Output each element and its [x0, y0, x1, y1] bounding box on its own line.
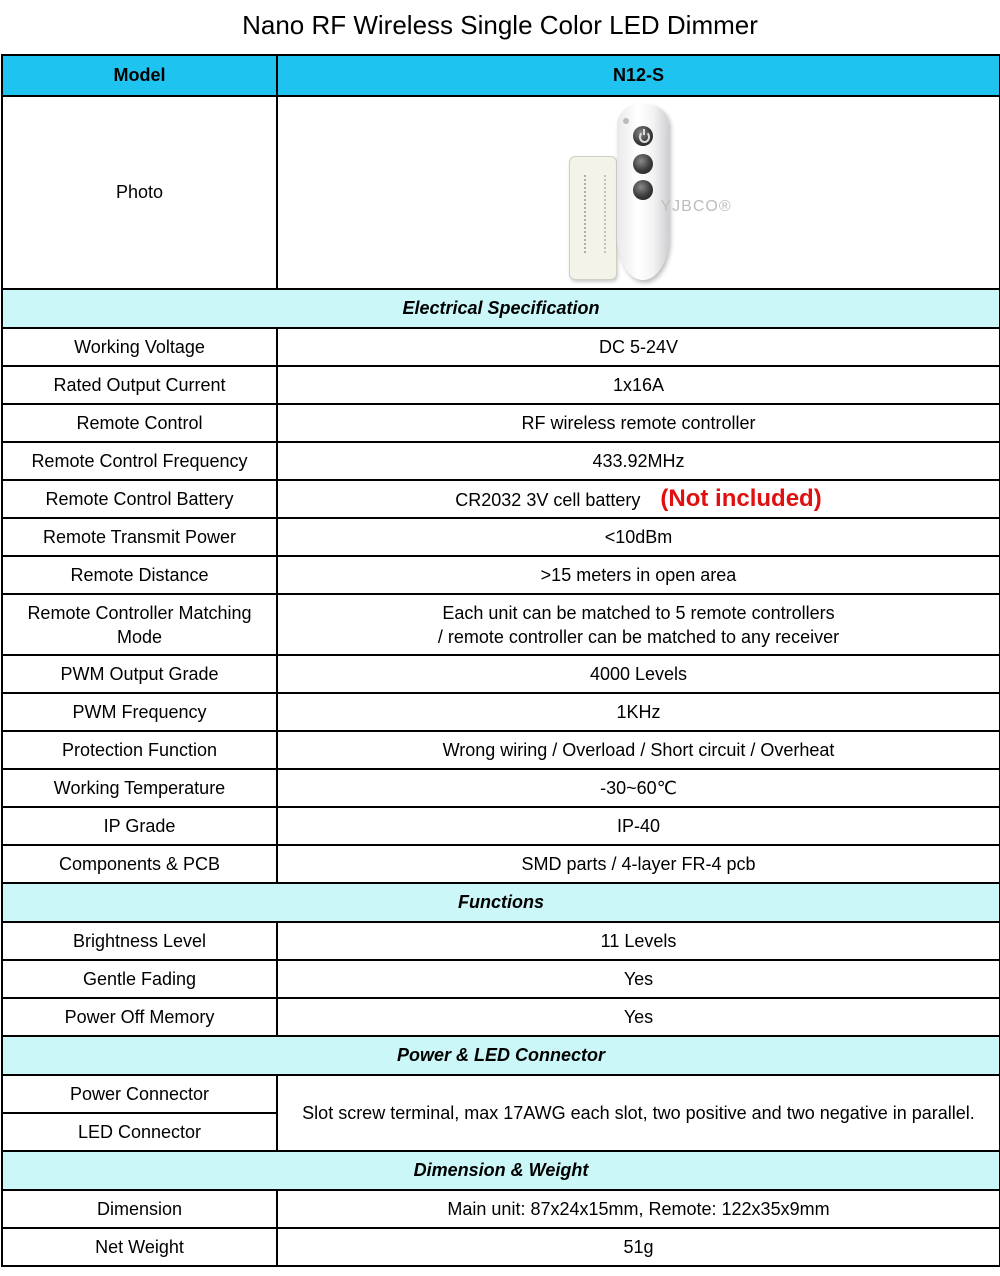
spec-label: Components & PCB	[2, 845, 277, 883]
table-row	[2, 960, 1000, 998]
section-power-led	[2, 1036, 1000, 1075]
spec-value: 51g	[277, 1228, 1000, 1266]
table-row	[2, 442, 1000, 480]
table-row	[2, 769, 1000, 807]
remote-controller-image	[617, 104, 669, 280]
spec-value: -30~60℃	[277, 769, 1000, 807]
table-row	[2, 1190, 1000, 1228]
photo-cell	[277, 96, 1000, 289]
table-row	[2, 693, 1000, 731]
spec-label: Remote Distance	[2, 556, 277, 594]
page-title: Nano RF Wireless Single Color LED Dimmer	[242, 10, 758, 40]
spec-label: Working Voltage	[2, 328, 277, 366]
table-row	[2, 328, 1000, 366]
table-row	[2, 807, 1000, 845]
watermark-text: YJBCO®	[660, 197, 732, 215]
spec-label: LED Connector	[2, 1113, 277, 1151]
matching-line-2: / remote controller can be matched to any receiver	[437, 626, 840, 647]
power-button-icon	[633, 126, 653, 146]
spec-value: Yes	[277, 998, 1000, 1036]
spec-label: Brightness Level	[2, 922, 277, 960]
table-row	[2, 998, 1000, 1036]
spec-label: IP Grade	[2, 807, 277, 845]
table-row	[2, 404, 1000, 442]
photo-row	[2, 96, 1000, 289]
spec-table	[1, 54, 1000, 1267]
section-functions	[2, 883, 1000, 922]
section-dimension	[2, 1151, 1000, 1190]
spec-value: <10dBm	[277, 518, 1000, 556]
spec-value: Yes	[277, 960, 1000, 998]
spec-label: Gentle Fading	[2, 960, 277, 998]
spec-label: Dimension	[2, 1190, 277, 1228]
spec-value: 11 Levels	[277, 922, 1000, 960]
header-row	[2, 55, 1000, 96]
spec-label: PWM Frequency	[2, 693, 277, 731]
spec-value: 1KHz	[277, 693, 1000, 731]
table-row	[2, 1228, 1000, 1266]
spec-value	[277, 594, 1000, 655]
matching-line-1: Each unit can be matched to 5 remote controllers	[442, 602, 835, 623]
brightness-down-button-icon	[633, 180, 653, 200]
spec-label: Power Connector	[2, 1075, 277, 1113]
spec-value	[277, 480, 1000, 518]
model-label: Model	[2, 55, 277, 96]
brightness-up-button-icon	[633, 154, 653, 174]
section-title: Electrical Specification	[2, 289, 1000, 328]
model-value: N12-S	[277, 55, 1000, 96]
section-title: Power & LED Connector	[2, 1036, 1000, 1075]
table-row	[2, 922, 1000, 960]
spec-label: Remote Transmit Power	[2, 518, 277, 556]
photo-label: Photo	[2, 96, 277, 289]
spec-value: Main unit: 87x24x15mm, Remote: 122x35x9mm	[277, 1190, 1000, 1228]
section-electrical	[2, 289, 1000, 328]
table-row	[2, 655, 1000, 693]
battery-value: CR2032 3V cell battery	[455, 490, 641, 510]
indicator-led-icon	[623, 118, 629, 124]
connector-value: Slot screw terminal, max 17AWG each slot, two positive and two negative in parallel.	[277, 1075, 1000, 1151]
spec-value: Wrong wiring / Overload / Short circuit / Overheat	[277, 731, 1000, 769]
spec-label: Remote Control	[2, 404, 277, 442]
not-included-note: (Not included)	[660, 485, 822, 512]
section-title: Functions	[2, 883, 1000, 922]
spec-label: Remote Control Frequency	[2, 442, 277, 480]
spec-value: 1x16A	[277, 366, 1000, 404]
table-row	[2, 556, 1000, 594]
table-row	[2, 731, 1000, 769]
spec-label: Net Weight	[2, 1228, 277, 1266]
spec-value: 4000 Levels	[277, 655, 1000, 693]
product-photo	[569, 100, 732, 286]
spec-value: >15 meters in open area	[277, 556, 1000, 594]
table-row	[2, 1075, 1000, 1113]
section-title: Dimension & Weight	[2, 1151, 1000, 1190]
table-row	[2, 845, 1000, 883]
spec-value: 433.92MHz	[277, 442, 1000, 480]
spec-label: Remote Control Battery	[2, 480, 277, 518]
spec-value: RF wireless remote controller	[277, 404, 1000, 442]
table-row	[2, 366, 1000, 404]
spec-label: Rated Output Current	[2, 366, 277, 404]
spec-label: PWM Output Grade	[2, 655, 277, 693]
table-row	[2, 480, 1000, 518]
spec-value: IP-40	[277, 807, 1000, 845]
spec-value: DC 5-24V	[277, 328, 1000, 366]
spec-label: Power Off Memory	[2, 998, 277, 1036]
spec-value: SMD parts / 4-layer FR-4 pcb	[277, 845, 1000, 883]
spec-label: Remote Controller Matching Mode	[2, 594, 277, 655]
dimmer-unit-image	[569, 156, 617, 280]
table-row	[2, 518, 1000, 556]
spec-label: Protection Function	[2, 731, 277, 769]
table-row	[2, 594, 1000, 655]
spec-label: Working Temperature	[2, 769, 277, 807]
